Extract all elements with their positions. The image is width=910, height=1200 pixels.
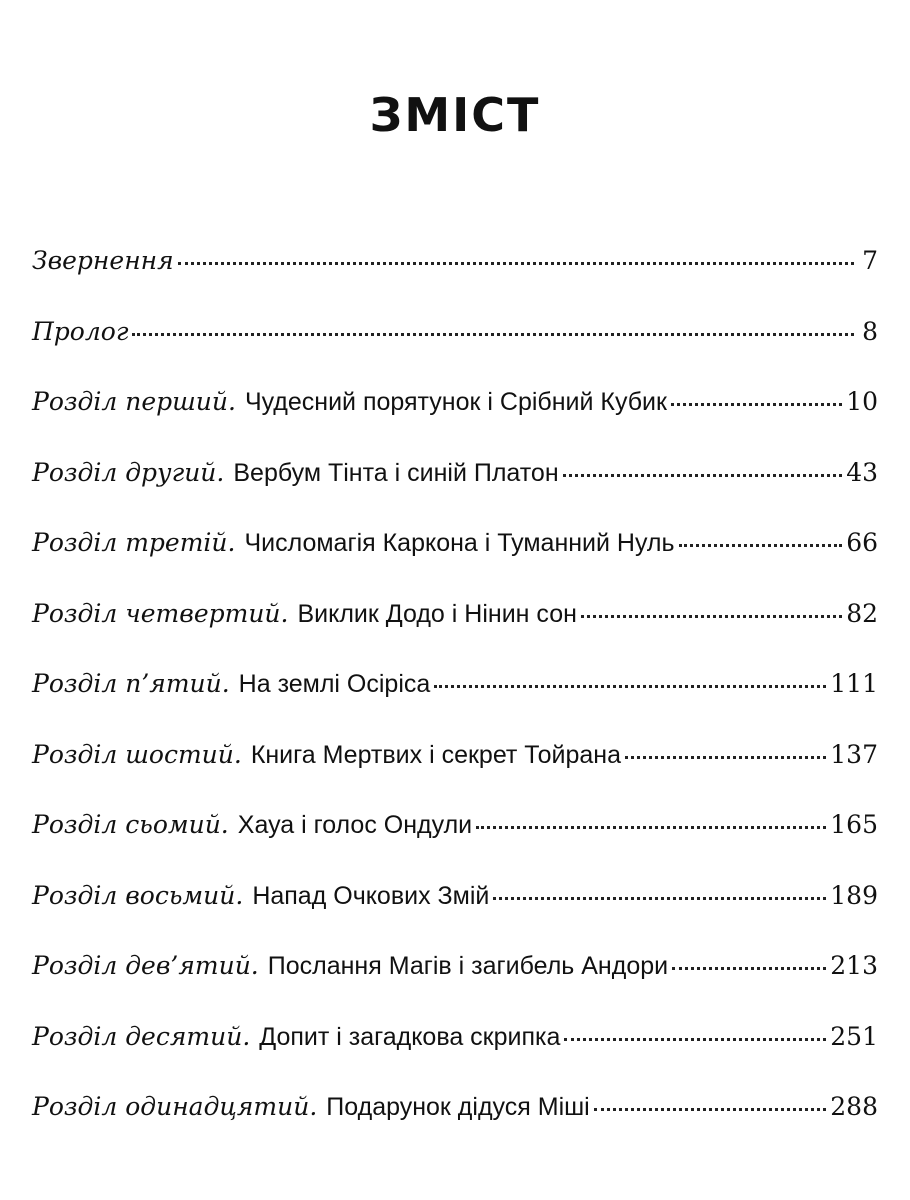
- toc-entry-label: Розділ третій.: [32, 528, 236, 557]
- toc-entry-page: 288: [830, 1092, 878, 1121]
- toc-entry-page: 66: [846, 528, 878, 557]
- dot-leader: [493, 897, 826, 900]
- toc-entry-chapter-3[interactable]: [32, 528, 878, 599]
- toc-entry-page: 43: [846, 457, 878, 487]
- toc-entry-title: Виклик Додо і Нінин сон: [297, 599, 577, 628]
- toc-entry-chapter-4[interactable]: [32, 599, 878, 670]
- dot-leader: [132, 333, 854, 336]
- toc-entry-page: 165: [830, 810, 878, 839]
- toc-entry-title: Книга Мертвих і секрет Тойрана: [250, 740, 621, 769]
- toc-entry-label: Розділ одинадцятий.: [32, 1092, 318, 1121]
- toc-entry-label: Розділ восьмий.: [32, 880, 244, 910]
- dot-leader: [564, 1038, 826, 1041]
- dot-leader: [625, 756, 826, 759]
- toc-entry-prologue[interactable]: [32, 317, 878, 388]
- toc-entry-label: Розділ сьомий.: [32, 810, 229, 839]
- toc-entry-chapter-11[interactable]: [32, 1092, 878, 1163]
- toc-entry-chapter-10[interactable]: [32, 1022, 878, 1093]
- dot-leader: [563, 474, 843, 477]
- toc-entry-page: 213: [830, 951, 878, 980]
- toc-entry-chapter-9[interactable]: [32, 951, 878, 1022]
- toc-entry-label: Розділ четвертий.: [32, 598, 289, 628]
- toc-entry-title: Послання Магів і загибель Андори: [267, 952, 669, 980]
- toc-entry-title: Чудесний порятунок і Срібний Кубик: [244, 388, 667, 416]
- toc-entry-title: Вербум Тінта і синій Платон: [233, 458, 559, 487]
- toc-entry-page: 137: [830, 739, 878, 769]
- toc-entry-chapter-7[interactable]: [32, 810, 878, 881]
- toc-entry-title: Подарунок дідуся Міші: [326, 1093, 590, 1121]
- toc-entry-title: Допит і загадкова скрипка: [259, 1022, 561, 1051]
- table-of-contents: [32, 246, 878, 1163]
- dot-leader: [679, 544, 843, 547]
- dot-leader: [671, 403, 842, 406]
- dot-leader: [594, 1108, 827, 1111]
- toc-entry-label: Розділ п’ятий.: [32, 669, 230, 698]
- toc-entry-label: Розділ перший.: [32, 387, 236, 416]
- toc-entry-page: 251: [830, 1021, 878, 1051]
- dot-leader: [672, 967, 826, 970]
- toc-entry-page: 8: [862, 316, 878, 346]
- toc-entry-title: Напад Очкових Змій: [252, 881, 490, 910]
- toc-entry-label: Розділ дев’ятий.: [32, 951, 259, 980]
- toc-entry-label: Розділ десятий.: [32, 1021, 251, 1051]
- dot-leader: [434, 685, 826, 688]
- toc-entry-chapter-8[interactable]: [32, 881, 878, 952]
- toc-entry-page: 10: [846, 387, 878, 416]
- toc-entry-label: Звернення: [32, 246, 174, 275]
- dot-leader: [178, 262, 854, 265]
- page-title: ЗМІСТ: [369, 88, 541, 142]
- dot-leader: [476, 826, 826, 829]
- toc-entry-page: 82: [846, 598, 878, 628]
- toc-entry-page: 111: [830, 669, 878, 698]
- dot-leader: [581, 615, 842, 618]
- toc-entry-chapter-5[interactable]: [32, 669, 878, 740]
- toc-entry-title: Числомагія Каркона і Туманний Нуль: [244, 529, 675, 557]
- toc-entry-chapter-2[interactable]: [32, 458, 878, 529]
- toc-entry-title: На землі Осіріса: [238, 670, 431, 698]
- toc-entry-chapter-6[interactable]: [32, 740, 878, 811]
- toc-entry-page: 7: [862, 246, 878, 275]
- toc-entry-page: 189: [830, 880, 878, 910]
- toc-entry-label: Розділ другий.: [32, 457, 225, 487]
- toc-entry-label: Пролог: [32, 316, 129, 346]
- toc-entry-chapter-1[interactable]: [32, 387, 878, 458]
- toc-entry-foreword[interactable]: [32, 246, 878, 317]
- toc-entry-label: Розділ шостий.: [32, 739, 242, 769]
- toc-entry-title: Хауа і голос Ондули: [237, 811, 473, 839]
